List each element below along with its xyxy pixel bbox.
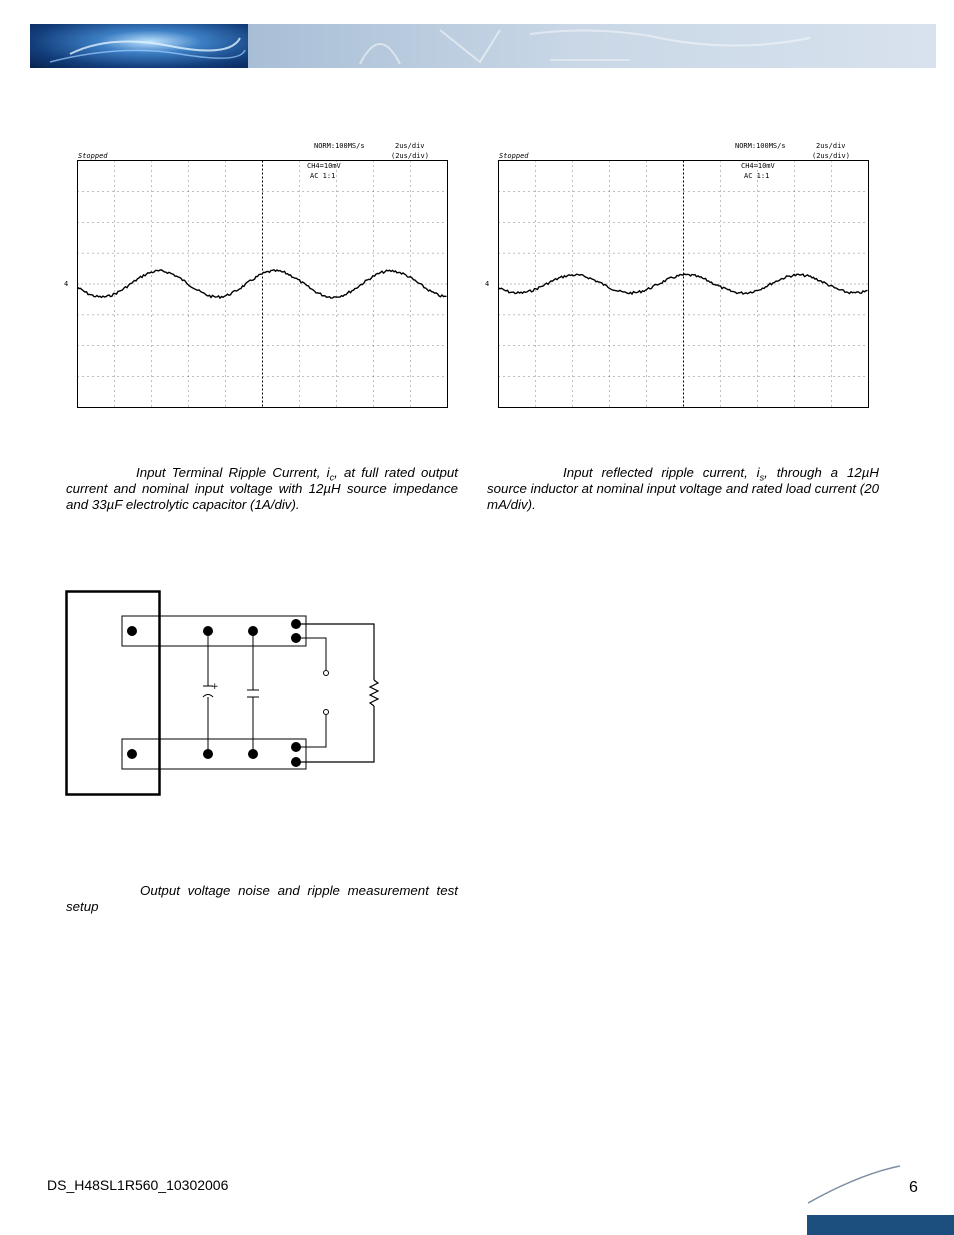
footer-doc-id: DS_H48SL1R560_10302006 bbox=[47, 1177, 229, 1193]
terminal-strip-top bbox=[122, 616, 306, 646]
scope-marker: 4 bbox=[485, 280, 490, 288]
scope-sample-rate: NORM:100MS/s bbox=[735, 142, 786, 150]
test-setup-circuit bbox=[60, 585, 390, 800]
footer-swoosh bbox=[800, 1160, 954, 1235]
caption-right-part1: Input reflected ripple current, i bbox=[563, 465, 760, 480]
svg-text:+: + bbox=[211, 682, 219, 692]
scope-right bbox=[485, 140, 871, 410]
caption-bottom bbox=[66, 883, 458, 915]
terminal-strip-bottom bbox=[122, 739, 306, 769]
caption-right-part2: , through a 12µH source inductor at nominal input voltage and rated load current (20 mA/div). bbox=[487, 465, 880, 512]
scope-channel: CH4=10mV bbox=[741, 162, 775, 170]
scope-timebase: 2us/div bbox=[816, 142, 846, 150]
caption-left-part1: Input Terminal Ripple Current, i bbox=[136, 465, 330, 480]
scope-left bbox=[64, 140, 450, 410]
scope-marker: 4 bbox=[64, 280, 69, 288]
module-box bbox=[67, 592, 160, 795]
caption-right bbox=[487, 465, 879, 513]
scope-timebase-paren: (2us/div) bbox=[391, 152, 429, 160]
scope-channel: CH4=10mV bbox=[307, 162, 341, 170]
header-banner bbox=[30, 24, 936, 68]
scope-grid bbox=[491, 140, 871, 410]
scope-grid bbox=[70, 140, 450, 410]
scope-timebase: 2us/div bbox=[395, 142, 425, 150]
banner-decor bbox=[30, 24, 936, 68]
scope-status: Stopped bbox=[499, 152, 529, 160]
scope-coupling: AC 1:1 bbox=[310, 172, 336, 180]
caption-left bbox=[66, 465, 458, 513]
footer-bar bbox=[807, 1215, 954, 1235]
scope-coupling: AC 1:1 bbox=[744, 172, 770, 180]
page-number: 6 bbox=[909, 1179, 918, 1196]
caption-left-sub: c bbox=[329, 472, 335, 483]
caption-left-part2: , at full rated output current and nominal input voltage with 12µH source impedance and 33µF electrolytic capacitor (1A/div). bbox=[66, 465, 458, 512]
caption-bottom-text: Output voltage noise and ripple measurement test setup bbox=[66, 883, 458, 914]
scope-status: Stopped bbox=[78, 152, 108, 160]
scope-timebase-paren: (2us/div) bbox=[812, 152, 850, 160]
caption-right-sub: s bbox=[759, 472, 765, 483]
scope-sample-rate: NORM:100MS/s bbox=[314, 142, 365, 150]
